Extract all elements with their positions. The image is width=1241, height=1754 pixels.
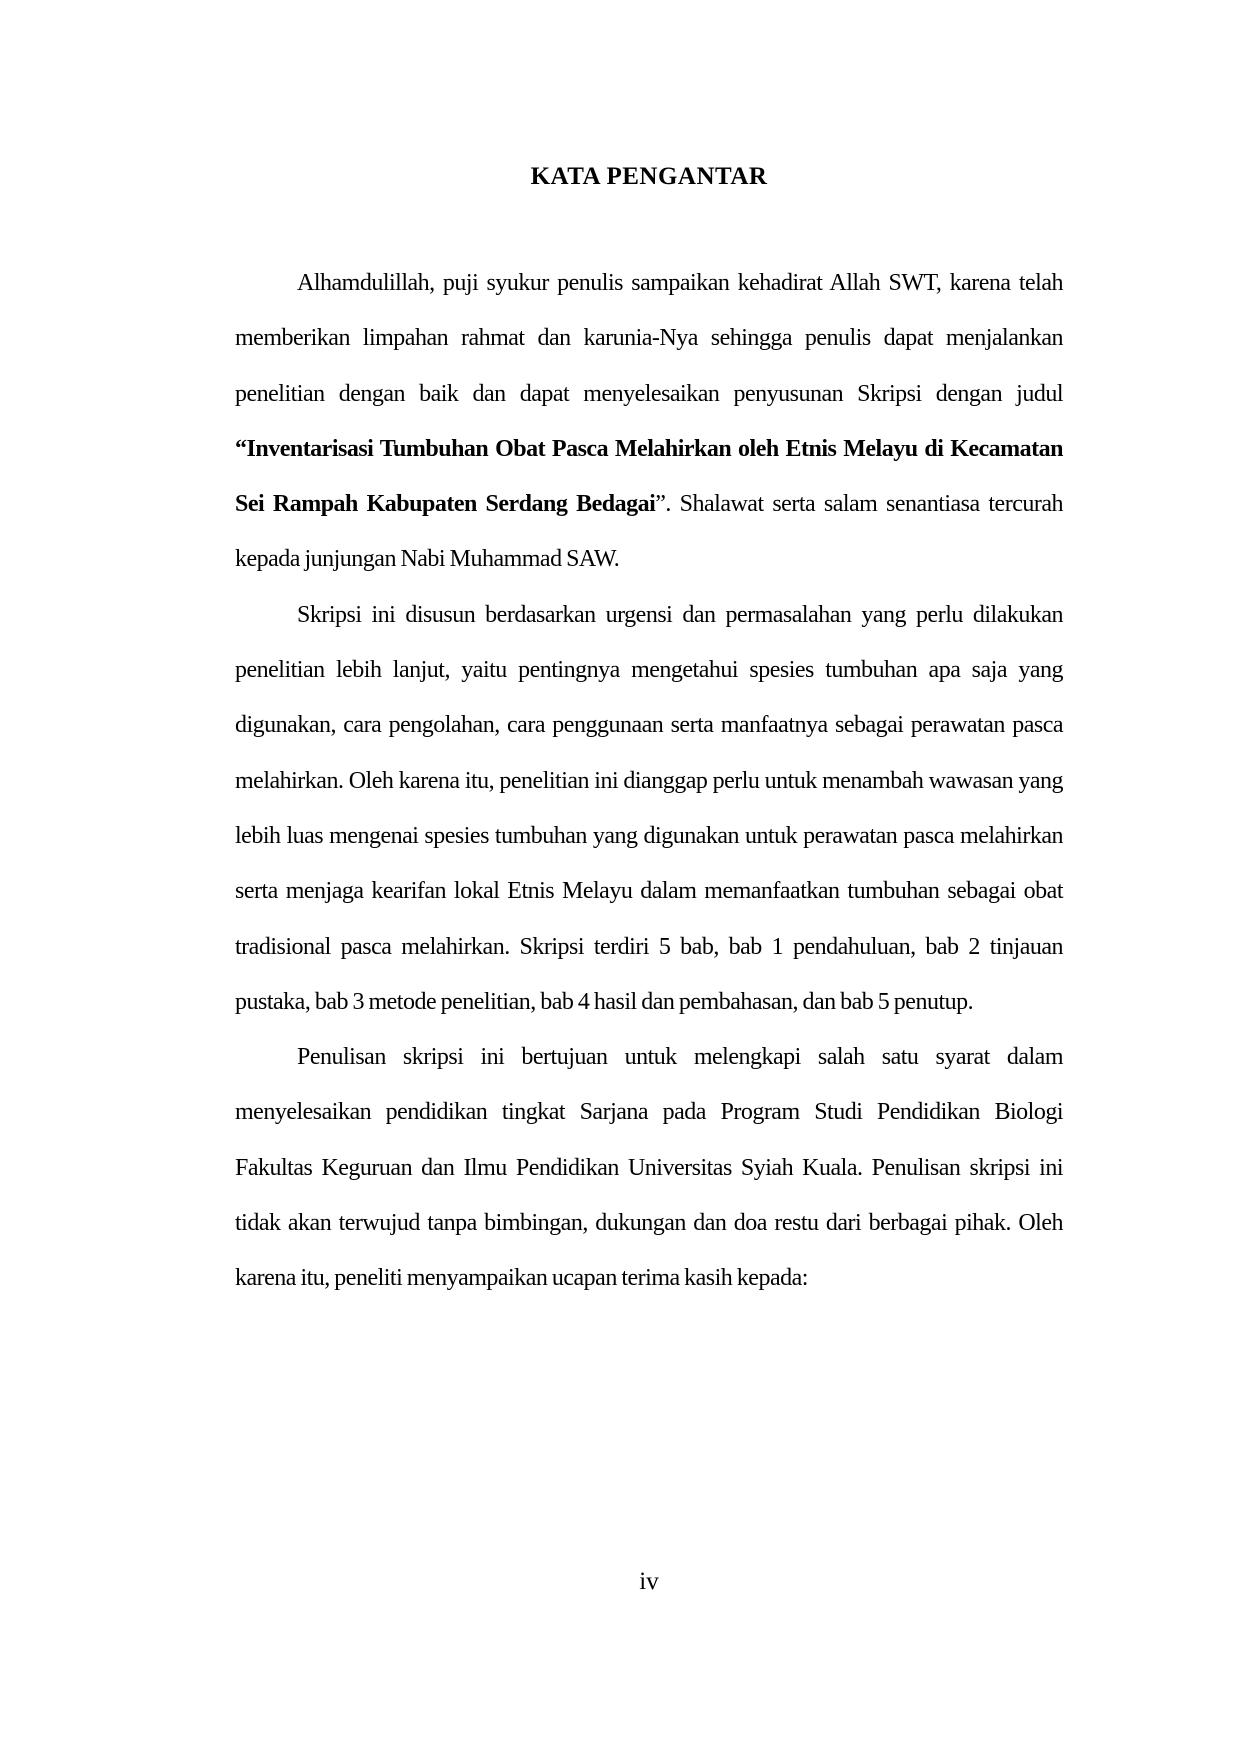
- paragraph-text: Penulisan skripsi ini bertujuan untuk melengkapi salah satu syarat dalam menyelesaikan pendidikan tingkat Sarjana pada Program Studi Pendidikan Biologi Fakultas Keguruan dan Ilmu Pendidikan Universitas Syiah Kuala. Penulisan skripsi ini tidak akan terwujud tanpa bimbingan, dukungan dan doa restu dari berbagai pihak. Oleh karena itu, peneliti menyampaikan ucapan terima kasih kepada:: [235, 1044, 1063, 1292]
- preface-paragraph-2: [235, 588, 1063, 1030]
- preface-paragraph-1: [235, 256, 1063, 588]
- page-number: iv: [639, 1568, 659, 1595]
- thesis-title-bold-text: “Inventarisasi Tumbuhan Obat Pasca Melahirkan oleh Etnis Melayu di Kecamatan Sei Rampah Kabupaten Serdang Bedagai: [235, 435, 1063, 518]
- paragraph-text: ”. Shalawat serta salam senantiasa tercurah kepada junjungan Nabi Muhammad SAW.: [235, 491, 1063, 573]
- preface-paragraph-3: [235, 1030, 1063, 1306]
- page-title: KATA PENGANTAR: [530, 163, 768, 190]
- document-body: [235, 256, 1063, 1307]
- paragraph-text: Skripsi ini disusun berdasarkan urgensi dan permasalahan yang perlu dilakukan penelitian lebih lanjut, yaitu pentingnya mengetahui spesies tumbuhan apa saja yang digunakan, cara pengolahan, cara penggunaan serta manfaatnya sebagai perawatan pasca melahirkan. Oleh karena itu, penelitian ini dianggap perlu untuk menambah wawasan yang lebih luas mengenai spesies tumbuhan yang digunakan untuk perawatan pasca melahirkan serta menjaga kearifan lokal Etnis Melayu dalam memanfaatkan tumbuhan sebagai obat tradisional pasca melahirkan. Skripsi terdiri 5 bab, bab 1 pendahuluan, bab 2 tinjauan pustaka, bab 3 metode penelitian, bab 4 hasil dan pembahasan, dan bab 5 penutup.: [235, 601, 1063, 1015]
- paragraph-text: Alhamdulillah, puji syukur penulis sampaikan kehadirat Allah SWT, karena telah memberikan limpahan rahmat dan karunia-Nya sehingga penulis dapat menjalankan penelitian dengan baik dan dapat menyelesaikan penyusunan Skripsi dengan judul: [235, 270, 1063, 407]
